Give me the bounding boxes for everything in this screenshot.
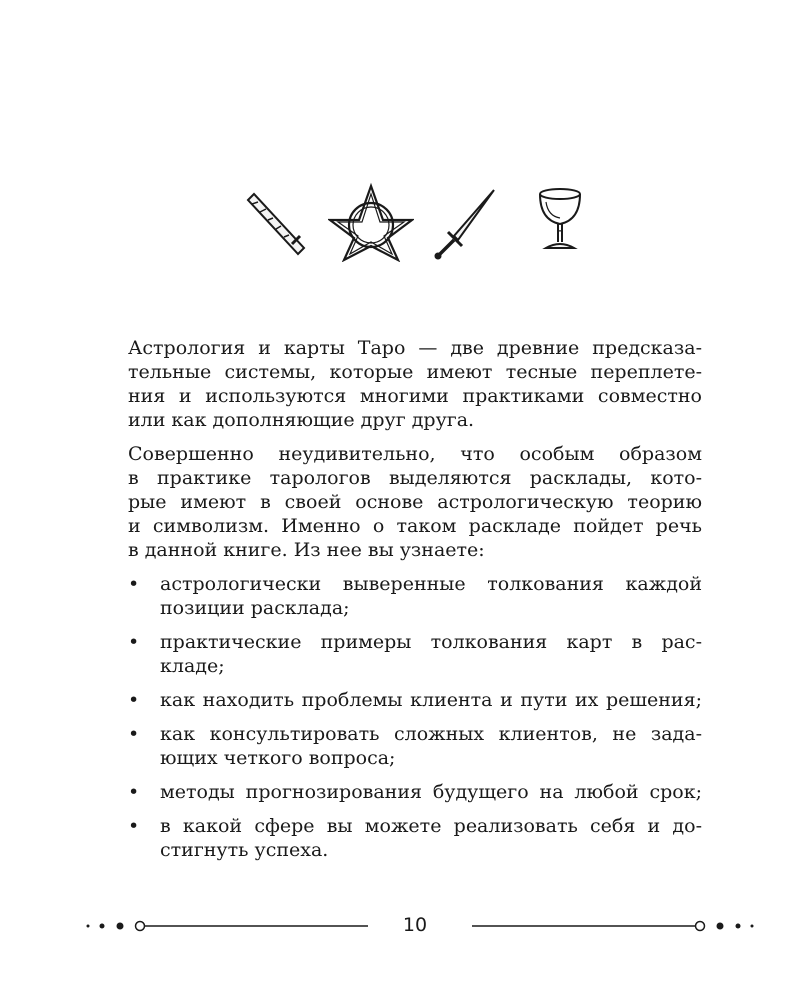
list-item (128, 814, 702, 862)
bullet-list (128, 572, 702, 862)
text-line: и символизм. Именно о таком раскладе пойдет речь (128, 515, 702, 537)
text-line: как консультировать сложных клиентов, не зада- (160, 723, 702, 745)
text-line: тельные системы, которые имеют тесные переплете- (128, 361, 702, 383)
text-line: в какой сфере вы можете реализовать себя и до- (160, 815, 702, 837)
intro-paragraph (128, 336, 702, 432)
bullet-marker: • (128, 689, 140, 711)
page-body (128, 336, 702, 872)
bullet-marker: • (128, 815, 140, 837)
bullet-marker: • (128, 781, 140, 803)
text-line: Совершенно неудивительно, что особым образом (128, 443, 702, 465)
list-item (128, 688, 702, 712)
list-item (128, 630, 702, 678)
text-line: астрологически выверенные толкования каждой (160, 573, 702, 595)
bullet-marker: • (128, 631, 140, 653)
text-line: стигнуть успеха. (160, 839, 329, 861)
wand-icon (240, 182, 310, 262)
text-line: рые имеют в своей основе астрологическую теорию (128, 491, 702, 513)
cup-icon (530, 182, 590, 262)
text-line: как находить проблемы клиента и пути их решения; (160, 689, 702, 711)
pentacle-icon (328, 182, 414, 262)
text-line: кладе; (160, 655, 225, 677)
bullet-marker: • (128, 573, 140, 595)
list-item (128, 572, 702, 620)
tarot-suit-symbols (230, 182, 590, 262)
list-item (128, 722, 702, 770)
text-line: практические примеры толкования карт в рас- (160, 631, 702, 653)
text-line: или как дополняющие друг друга. (128, 409, 475, 431)
text-line: ния и используются многими практиками совместно (128, 385, 702, 407)
text-line: Астрология и карты Таро — две древние предсказа- (128, 337, 702, 359)
bullet-marker: • (128, 723, 140, 745)
sword-icon (430, 182, 500, 262)
list-item (128, 780, 702, 804)
text-line: в практике тарологов выделяются расклады, кото- (128, 467, 702, 489)
text-line: ющих четкого вопроса; (160, 747, 396, 769)
second-paragraph (128, 442, 702, 562)
text-line: в данной книге. Из нее вы узнаете: (128, 539, 485, 561)
page-number: 10 (402, 914, 428, 936)
text-line: методы прогнозирования будущего на любой срок; (160, 781, 702, 803)
text-line: позиции расклада; (160, 597, 350, 619)
